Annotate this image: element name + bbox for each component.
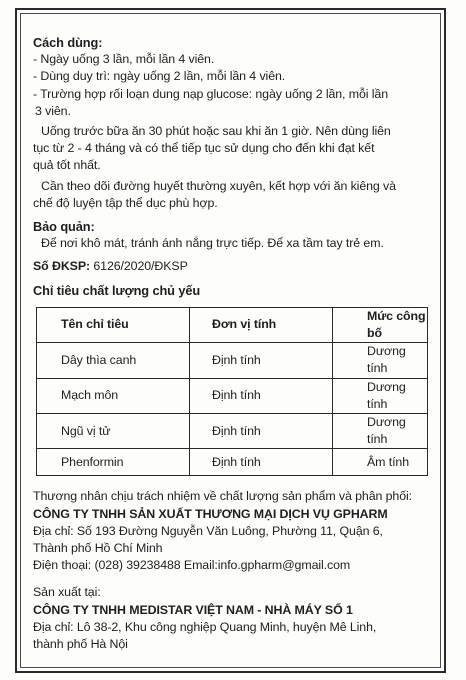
manufacturer-address: Địa chỉ: Lô 38-2, Khu công nghiệp Quang Minh, huyện Mê Linh, bbox=[33, 619, 377, 634]
usage-note-line: Cần theo dõi đường huyết thường xuyên, kết hợp với ăn kiêng và bbox=[41, 178, 396, 193]
distributor-intro: Thương nhân chịu trách nhiệm về chất lượng sản phẩm và phân phối: bbox=[33, 489, 413, 504]
distributor-address: Thành phố Hồ Chí Minh bbox=[33, 541, 163, 556]
column-header: Tên chỉ tiêu bbox=[37, 307, 190, 342]
quality-heading: Chỉ tiêu chất lượng chủ yếu bbox=[33, 282, 201, 298]
table-row bbox=[37, 449, 428, 476]
usage-note-line: quả tốt nhất. bbox=[33, 158, 101, 173]
table-row bbox=[37, 414, 428, 449]
usage-heading: Cách dùng: bbox=[33, 35, 103, 50]
column-header: Đơn vị tính bbox=[190, 307, 333, 342]
table-cell: Phenformin bbox=[37, 449, 190, 476]
storage-heading: Bảo quản: bbox=[33, 219, 95, 235]
table-cell: Dương tính bbox=[333, 343, 428, 378]
registration-number bbox=[33, 258, 433, 275]
table-cell: Ngũ vị tử bbox=[37, 414, 190, 449]
table-cell: Dương tính bbox=[333, 414, 428, 449]
storage-text: Để nơi khô mát, tránh ánh nắng trực tiếp. Để xa tầm tay trẻ em. bbox=[41, 236, 384, 251]
manufacturer-company: CÔNG TY TNHH MEDISTAR VIỆT NAM - NHÀ MÁY SỐ 1 bbox=[33, 602, 353, 617]
table-cell: Dây thìa canh bbox=[37, 343, 190, 378]
column-header: Mức công bố bbox=[333, 307, 428, 342]
leaflet-content bbox=[33, 34, 433, 653]
table-header-row bbox=[37, 307, 428, 342]
usage-line: - Dùng duy trì: ngày uống 2 lần, mỗi lần 4 viên. bbox=[33, 69, 286, 84]
usage-note-line: tục từ 2 - 4 tháng và có thể tiếp tục sử dụng cho đến khi đạt kết bbox=[33, 141, 375, 156]
usage-note-line: chế độ luyện tập thể dục phù hợp. bbox=[33, 195, 218, 210]
usage-line: - Trường hợp rối loạn dung nạp glucose: ngày uống 2 lần, mỗi lần bbox=[33, 86, 388, 101]
table-cell: Định tính bbox=[190, 414, 333, 449]
table-cell: Định tính bbox=[190, 449, 333, 476]
table-cell: Âm tính bbox=[333, 449, 428, 476]
usage-line: - Ngày uống 3 lần, mỗi lần 4 viên. bbox=[33, 52, 215, 67]
table-row bbox=[37, 343, 428, 378]
table-row bbox=[37, 378, 428, 413]
registration-label: Số ĐKSP: bbox=[33, 259, 91, 274]
distributor-address: Địa chỉ: Số 193 Đường Nguyễn Văn Luông, Phường 11, Quận 6, bbox=[33, 523, 383, 538]
registration-value: 6126/2020/ĐKSP bbox=[90, 259, 188, 274]
manufacturer-intro: Sản xuất tại: bbox=[33, 585, 101, 600]
table-cell: Định tính bbox=[190, 343, 333, 378]
usage-line: 3 viên. bbox=[35, 103, 71, 118]
table-cell: Định tính bbox=[190, 378, 333, 413]
distributor-contact: Điện thoại: (028) 39238488 Email:info.gpharm@gmail.com bbox=[33, 558, 351, 573]
manufacturer-address: thành phố Hà Nội bbox=[33, 637, 128, 652]
usage-note-line: Uống trước bữa ăn 30 phút hoặc sau khi ăn 1 giờ. Nên dùng liên bbox=[41, 124, 391, 139]
quality-table bbox=[36, 307, 428, 477]
table-cell: Dương tính bbox=[333, 378, 428, 413]
table-cell: Mạch môn bbox=[37, 378, 190, 413]
distributor-company: CÔNG TY TNHH SẢN XUẤT THƯƠNG MẠI DỊCH VỤ GPHARM bbox=[33, 506, 388, 521]
